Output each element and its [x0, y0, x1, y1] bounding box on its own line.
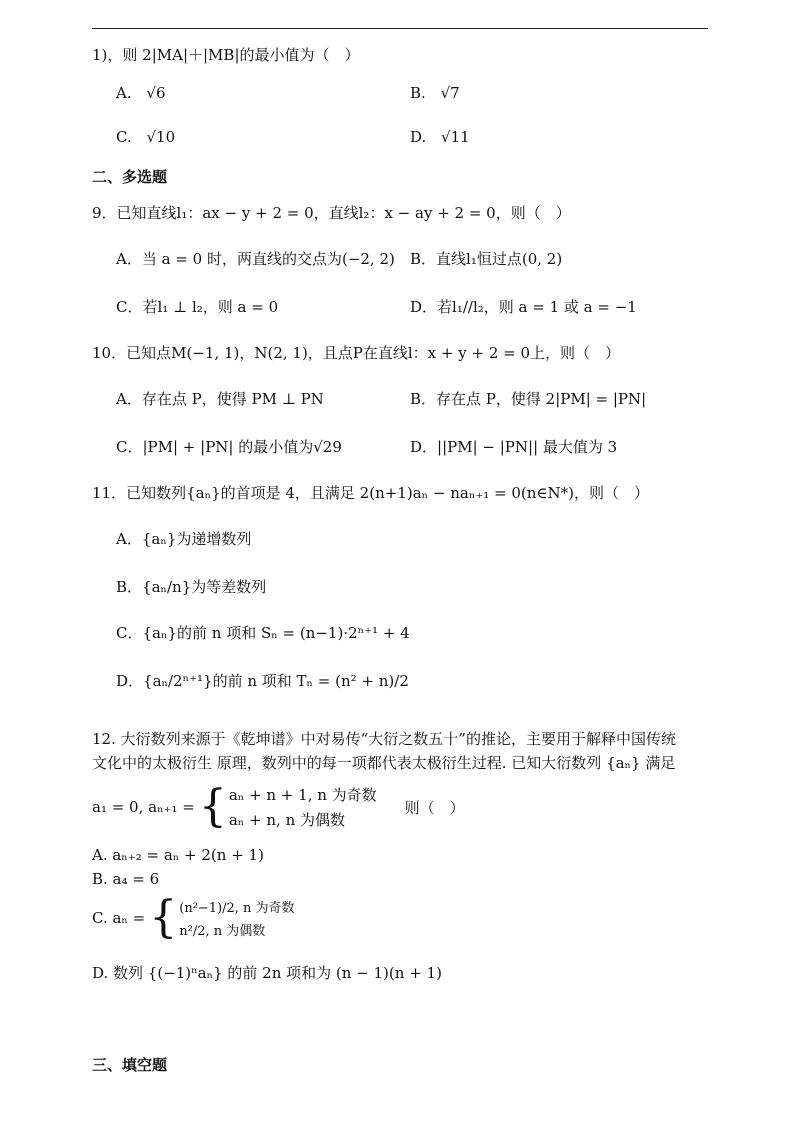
option-letter: C． [116, 624, 143, 642]
q12-option-a: A. aₙ₊₂ = aₙ + 2(n + 1) [92, 846, 264, 864]
q11-option-d [116, 670, 409, 691]
option-letter: A. [116, 84, 132, 102]
q11-option-a [116, 528, 251, 549]
option-letter: C. [116, 128, 132, 146]
definition-lhs: a₁ = 0, aₙ₊₁ = [92, 798, 195, 816]
q12-option-d: D. 数列 {(−1)ⁿaₙ} 的前 2n 项和为 (n − 1)(n + 1) [92, 964, 442, 982]
q9-stem: 9．已知直线l₁：ax − y + 2 = 0，直线l₂：x − ay + 2 = 0，则（ ） [92, 204, 571, 222]
q12-stem-line1: 12. 大衍数列来源于《乾坤谱》中对易传“大衍之数五十”的推论，主要用于解释中国传统 [92, 730, 676, 748]
option-letter: A． [116, 390, 142, 408]
option-text: {aₙ/n}为等差数列 [142, 578, 267, 596]
q11-option-b [116, 576, 266, 597]
option-c-cases [179, 897, 294, 939]
q10-option-c [116, 436, 342, 457]
option-letter: B． [410, 390, 437, 408]
q11-option-c [116, 622, 410, 643]
option-letter: B． [116, 578, 143, 596]
option-text: √10 [146, 128, 176, 146]
q11-stem: 11．已知数列{aₙ}的首项是 4，且满足 2(n+1)aₙ − naₙ₊₁ = 0(n∈N*)，则（ ） [92, 484, 650, 502]
q12-option-b: B. a₄ = 6 [92, 870, 160, 888]
option-letter: B． [410, 250, 437, 268]
section-heading-fill-in: 三、填空题 [92, 1056, 168, 1074]
definition-cases [229, 784, 377, 830]
option-letter: D． [116, 672, 144, 690]
case-even: aₙ + n, n 为偶数 [228, 811, 346, 829]
option-text: √11 [441, 128, 470, 146]
option-letter: A． [116, 530, 142, 548]
option-text: 若l₁//l₂，则 a = 1 或 a = −1 [437, 298, 637, 316]
q10-stem: 10．已知点M(−1, 1)，N(2, 1)，且点P在直线l：x + y + 2 = 0上，则（ ） [92, 344, 621, 362]
option-text: ||PM| − |PN|| 最大值为 3 [437, 438, 618, 456]
option-text: 直线l₁恒过点(0, 2) [436, 250, 563, 268]
option-letter: D． [410, 298, 438, 316]
option-letter: B. [410, 84, 426, 102]
q12-definition [92, 781, 465, 832]
option-c-prefix: C. aₙ = [92, 909, 146, 927]
option-text: |PM| + |PN| 的最小值为√29 [142, 438, 342, 456]
q8-option-b [410, 84, 460, 102]
case-odd: (n²−1)/2, n 为奇数 [179, 901, 295, 916]
q8-option-a [116, 84, 166, 102]
option-letter: C． [116, 298, 143, 316]
q12-option-c [92, 892, 295, 943]
q9-option-b [410, 248, 562, 269]
option-text: {aₙ}的前 n 项和 Sₙ = (n−1)·2ⁿ⁺¹ + 4 [142, 624, 410, 642]
q12-stem-line2: 文化中的太极衍生 原理，数列中的每一项都代表太极衍生过程. 已知大衍数列 {aₙ} 满足 [92, 754, 676, 772]
case-odd: aₙ + n + 1, n 为奇数 [228, 786, 377, 804]
option-text: 存在点 P，使得 2|PM| = |PN| [436, 390, 647, 408]
q8-option-c [116, 128, 175, 146]
left-brace: { [198, 781, 227, 832]
q10-option-a [116, 388, 324, 409]
option-letter: A． [116, 250, 142, 268]
option-text: √6 [146, 84, 166, 102]
q8-stem: 1)，则 2|MA|＋|MB|的最小值为（ ） [92, 46, 360, 64]
option-text: {aₙ/2ⁿ⁺¹}的前 n 项和 Tₙ = (n² + n)/2 [143, 672, 409, 690]
option-text: 存在点 P，使得 PM ⊥ PN [141, 390, 324, 408]
q9-option-d [410, 296, 637, 317]
q10-option-d [410, 436, 617, 457]
section-heading-multiple-choice: 二、多选题 [92, 168, 168, 186]
q9-option-c [116, 296, 278, 317]
option-letter: C． [116, 438, 143, 456]
option-text: √7 [440, 84, 460, 102]
option-text: 若l₁ ⊥ l₂，则 a = 0 [142, 298, 279, 316]
case-even: n²/2, n 为偶数 [179, 924, 266, 939]
q8-option-d [410, 128, 470, 146]
header-rule [92, 28, 708, 29]
option-letter: D. [410, 128, 427, 146]
q10-option-b [410, 388, 646, 409]
option-letter: D． [410, 438, 438, 456]
left-brace: { [149, 892, 178, 943]
q9-option-a [116, 248, 395, 269]
option-text: 当 a = 0 时，两直线的交点为(−2, 2) [141, 250, 395, 268]
definition-tail: 则（ ） [404, 798, 465, 817]
option-text: {aₙ}为递增数列 [141, 530, 252, 548]
